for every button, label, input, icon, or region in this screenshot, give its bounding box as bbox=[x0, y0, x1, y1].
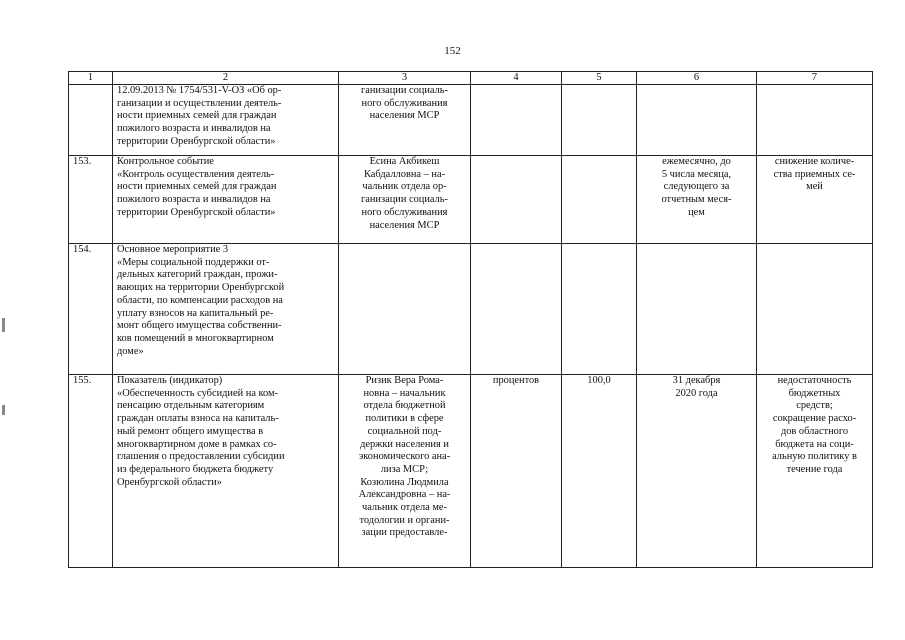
cell-description bbox=[113, 244, 339, 375]
cell-description bbox=[113, 85, 339, 156]
text-line: области, по компенсации расходов на bbox=[117, 294, 283, 306]
text-line: ности приемных семей для граждан bbox=[117, 181, 277, 193]
cell-value bbox=[562, 244, 637, 375]
text-line: держки населения и bbox=[360, 438, 449, 450]
text-line: тодологии и органи- bbox=[359, 514, 450, 526]
text-line: зации предоставле- bbox=[361, 527, 448, 539]
text-line: снижение количе- bbox=[774, 156, 855, 167]
cell-value bbox=[562, 375, 637, 568]
scan-artifact bbox=[2, 405, 5, 415]
text-line: Козюлина Людмила bbox=[360, 476, 449, 488]
text-line: экономического ана- bbox=[358, 451, 451, 463]
cell-responsible bbox=[339, 375, 471, 568]
cell-responsible bbox=[339, 244, 471, 375]
text-line: монт общего имущества собственни- bbox=[117, 320, 282, 332]
text-line: глашения о предоставлении субсидии bbox=[117, 451, 285, 463]
cell-responsible bbox=[339, 85, 471, 156]
row-number: 154. bbox=[69, 244, 113, 375]
text-line: Показатель (индикатор) bbox=[117, 375, 223, 386]
text-line: ный ремонт общего имущества в bbox=[117, 425, 264, 437]
text-line: новна – начальник bbox=[363, 387, 446, 399]
cell-unit bbox=[471, 156, 562, 244]
text-line: мей bbox=[806, 181, 823, 193]
cell-deadline bbox=[637, 85, 757, 156]
text-line: течение года bbox=[786, 463, 843, 475]
cell-description bbox=[113, 156, 339, 244]
text-line: альную политику в bbox=[772, 451, 857, 463]
cell-deadline bbox=[637, 156, 757, 244]
text-line: лиза МСР; bbox=[380, 463, 429, 475]
text-line: сокращение расхо- bbox=[772, 413, 857, 425]
header-cell: 4 bbox=[471, 72, 562, 85]
text-line: чальник отдела ор- bbox=[362, 181, 447, 193]
table-row bbox=[69, 375, 873, 568]
cell-risk bbox=[757, 156, 873, 244]
header-cell: 6 bbox=[637, 72, 757, 85]
text-line: пожилого возраста и инвалидов на bbox=[117, 194, 271, 206]
cell-risk bbox=[757, 244, 873, 375]
header-cell: 3 bbox=[339, 72, 471, 85]
text-line: вающих на территории Оренбургской bbox=[117, 282, 285, 294]
text-line: многоквартирном доме в рамках со- bbox=[117, 438, 277, 450]
text-line: из федерального бюджета бюджету bbox=[117, 463, 274, 475]
cell-deadline bbox=[637, 244, 757, 375]
text-line: Кабдалловна – на- bbox=[363, 168, 446, 180]
cell-risk bbox=[757, 375, 873, 568]
text-line: ного обслуживания bbox=[361, 206, 448, 218]
text-line: «Контроль осуществления деятель- bbox=[117, 168, 275, 180]
text-line: 12.09.2013 № 1754/531-V-ОЗ «Об ор- bbox=[117, 85, 282, 96]
page-number: 152 bbox=[444, 45, 461, 57]
row-number bbox=[69, 85, 113, 156]
document-table bbox=[68, 71, 873, 568]
text-line: уплату взносов на капитальный ре- bbox=[117, 307, 274, 319]
text-line: цем bbox=[688, 206, 705, 218]
text-line: ства приемных се- bbox=[773, 168, 856, 180]
text-line: процентов bbox=[492, 375, 540, 386]
header-cell: 1 bbox=[69, 72, 113, 85]
header-cell: 7 bbox=[757, 72, 873, 85]
text-line: социальной под- bbox=[367, 425, 442, 437]
cell-value bbox=[562, 85, 637, 156]
cell-unit bbox=[471, 244, 562, 375]
text-line: бюджета на соци- bbox=[775, 438, 854, 450]
text-line: Основное мероприятие 3 bbox=[117, 244, 229, 255]
text-line: территории Оренбургской области» bbox=[117, 135, 276, 147]
text-line: дельных категорий граждан, прожи- bbox=[117, 269, 278, 281]
text-line: Есина Акбикеш bbox=[369, 156, 440, 167]
row-number: 155. bbox=[69, 375, 113, 568]
text-line: ности приемных семей для граждан bbox=[117, 110, 277, 122]
text-line: «Меры социальной поддержки от- bbox=[117, 256, 270, 268]
text-line: недостаточность bbox=[777, 375, 852, 386]
text-line: 31 декабря bbox=[672, 375, 721, 386]
text-line: средств; bbox=[796, 400, 833, 412]
table-row bbox=[69, 156, 873, 244]
text-line: населения МСР bbox=[369, 219, 440, 231]
cell-unit bbox=[471, 375, 562, 568]
text-line: пожилого возраста и инвалидов на bbox=[117, 123, 271, 135]
text-line: Оренбургской области» bbox=[117, 476, 222, 488]
text-line: «Обеспеченность субсидией на ком- bbox=[117, 387, 279, 399]
text-line: доме» bbox=[117, 345, 144, 357]
header-row bbox=[69, 72, 873, 85]
text-line: ежемесячно, до bbox=[662, 156, 731, 167]
cell-unit bbox=[471, 85, 562, 156]
text-line: 100,0 bbox=[587, 375, 611, 386]
text-line: Александровна – на- bbox=[358, 489, 451, 501]
text-line: дов областного bbox=[780, 425, 849, 437]
text-line: Ризик Вера Рома- bbox=[365, 375, 444, 386]
text-line: бюджетных bbox=[788, 387, 841, 399]
text-line: 2020 года bbox=[675, 387, 718, 399]
header-cell: 2 bbox=[113, 72, 339, 85]
text-line: ного обслуживания bbox=[361, 97, 448, 109]
text-line: политики в сфере bbox=[365, 413, 444, 425]
text-line: следующего за bbox=[663, 181, 730, 193]
text-line: отдела бюджетной bbox=[363, 400, 446, 412]
text-line: населения МСР bbox=[369, 110, 440, 122]
cell-risk bbox=[757, 85, 873, 156]
text-line: ков помещений в многоквартирном bbox=[117, 332, 274, 344]
text-line: ганизации социаль- bbox=[360, 194, 448, 206]
text-line: 5 числа месяца, bbox=[661, 168, 732, 180]
cell-description bbox=[113, 375, 339, 568]
header-cell: 5 bbox=[562, 72, 637, 85]
table-row bbox=[69, 244, 873, 375]
scan-artifact bbox=[2, 318, 5, 332]
text-line: пенсацию отдельным категориям bbox=[117, 400, 265, 412]
text-line: ганизации социаль- bbox=[360, 85, 448, 96]
text-line: граждан оплаты взноса на капиталь- bbox=[117, 413, 279, 425]
text-line: чальник отдела ме- bbox=[361, 502, 448, 514]
table-row bbox=[69, 85, 873, 156]
cell-deadline bbox=[637, 375, 757, 568]
text-line: территории Оренбургской области» bbox=[117, 206, 276, 218]
cell-value bbox=[562, 156, 637, 244]
row-number: 153. bbox=[69, 156, 113, 244]
text-line: отчетным меся- bbox=[661, 194, 732, 206]
text-line: ганизации и осуществлении деятель- bbox=[117, 97, 282, 109]
cell-responsible bbox=[339, 156, 471, 244]
text-line: Контрольное событие bbox=[117, 156, 214, 167]
